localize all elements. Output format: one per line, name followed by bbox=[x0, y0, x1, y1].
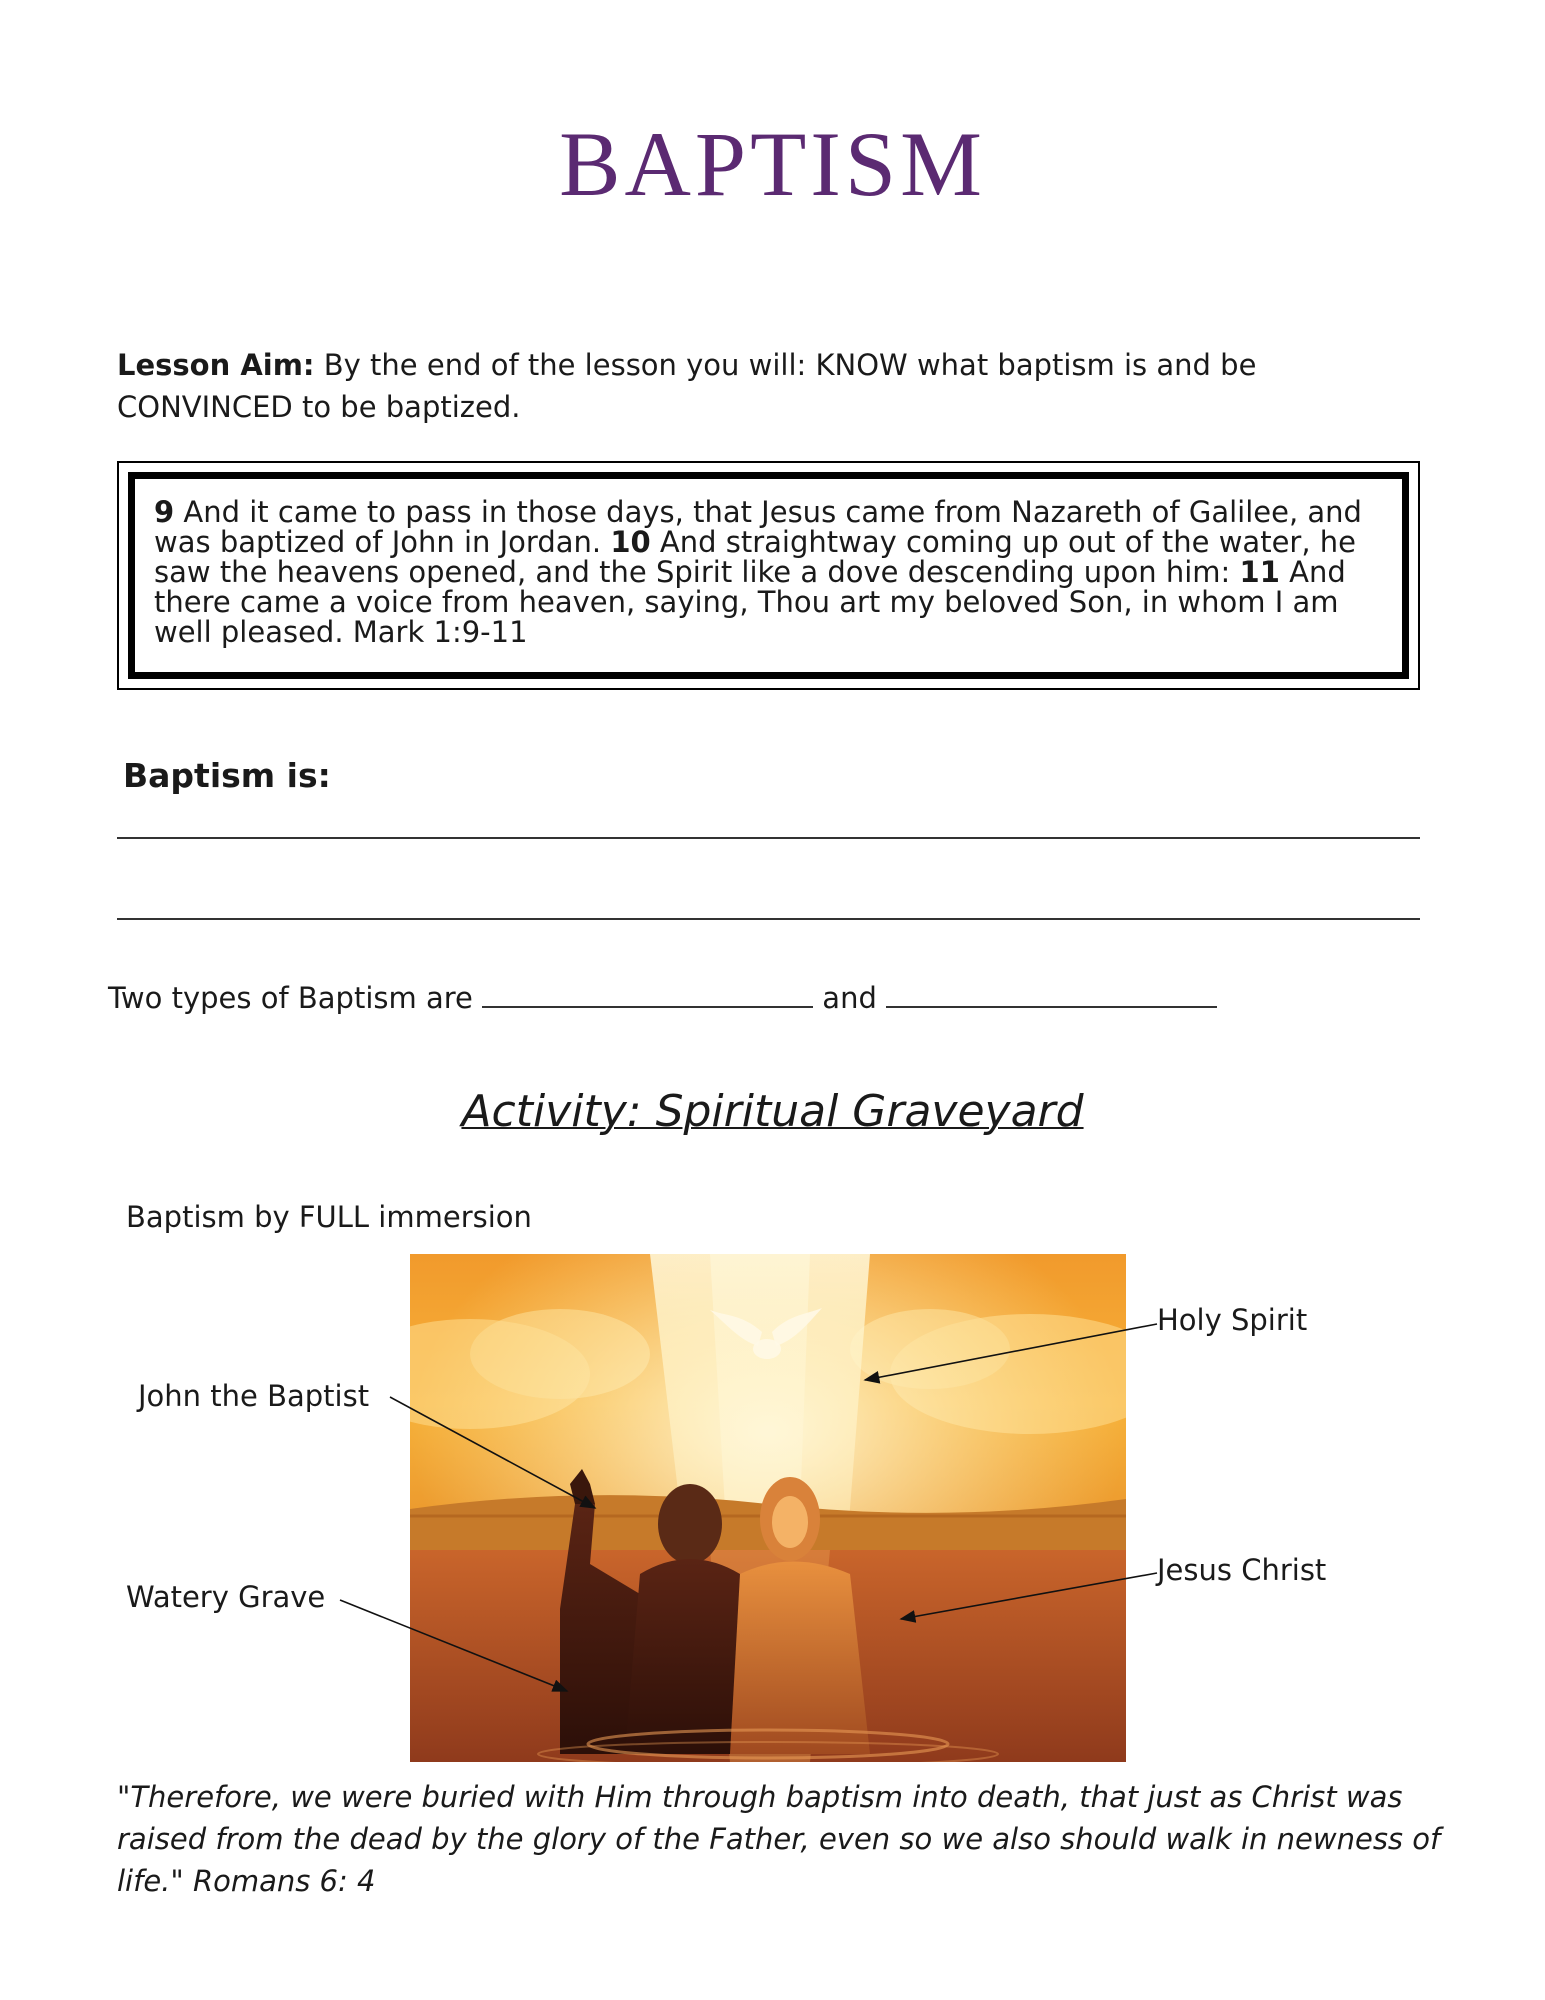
two-types-joiner: and bbox=[813, 981, 887, 1015]
label-watery-grave: Watery Grave bbox=[126, 1580, 326, 1614]
label-jesus-christ: Jesus Christ bbox=[1157, 1553, 1327, 1587]
blank-type-1[interactable] bbox=[482, 982, 813, 1008]
baptism-illustration-svg bbox=[410, 1254, 1126, 1762]
lesson-aim-label: Lesson Aim: bbox=[117, 348, 315, 382]
answer-line-1[interactable] bbox=[117, 837, 1420, 839]
two-types-prefix: Two types of Baptism are bbox=[108, 981, 483, 1015]
verse-number-10: 10 bbox=[610, 525, 651, 559]
activity-heading: Activity: Spiritual Graveyard bbox=[461, 1086, 1084, 1137]
label-john-the-baptist: John the Baptist bbox=[138, 1379, 370, 1413]
baptism-illustration bbox=[410, 1254, 1126, 1762]
lesson-aim bbox=[117, 344, 1437, 428]
verse-number-11: 11 bbox=[1239, 555, 1280, 589]
answer-line-2[interactable] bbox=[117, 918, 1420, 920]
lesson-aim-text: By the end of the lesson you will: KNOW what baptism is and be CONVINCED to be baptized. bbox=[117, 348, 1257, 424]
page-title: BAPTISM bbox=[559, 113, 986, 215]
scripture-text bbox=[154, 497, 1384, 647]
immersion-caption: Baptism by FULL immersion bbox=[126, 1200, 532, 1234]
label-holy-spirit: Holy Spirit bbox=[1157, 1303, 1308, 1337]
baptism-is-heading: Baptism is: bbox=[123, 756, 331, 795]
verse-9-text: And it came to pass in those days, that Jesus came from Nazareth of Galilee, and was baptized of John in Jordan. bbox=[154, 495, 1362, 559]
verse-11-text: And there came a voice from heaven, saying, Thou art my beloved Son, in whom I am well pleased. Mark 1:9-11 bbox=[154, 555, 1346, 649]
closing-quote: "Therefore, we were buried with Him through baptism into death, that just as Christ was raised from the dead by the glory of the Father, even so we also should walk in newness of life." Romans 6: 4 bbox=[117, 1780, 1441, 1898]
verse-number-9: 9 bbox=[154, 495, 175, 529]
blank-type-2[interactable] bbox=[886, 982, 1217, 1008]
two-types-sentence bbox=[108, 980, 1408, 1016]
verse-10-text: And straightway coming up out of the water, he saw the heavens opened, and the Spirit like a dove descending upon him: bbox=[154, 525, 1356, 589]
